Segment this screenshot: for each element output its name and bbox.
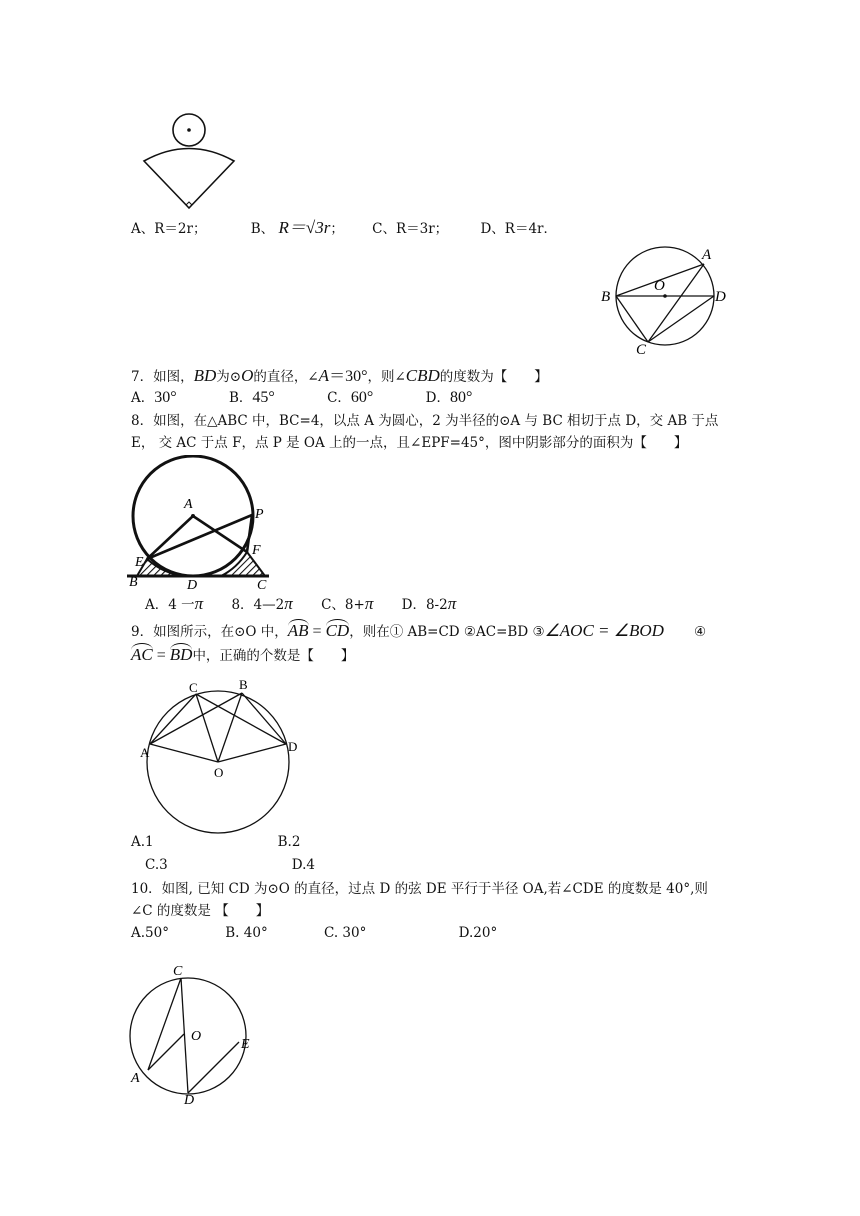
q9-eq: = <box>308 623 326 640</box>
q10-option-c: C. 30° <box>324 925 367 941</box>
q7-text3: ，则∠ <box>367 369 406 385</box>
q7-label-o: O <box>654 278 665 294</box>
q7-center-dot <box>663 294 667 298</box>
q10-label-d: D <box>184 1093 195 1106</box>
q7-option-a-value: 30° <box>154 389 177 406</box>
q7-a: A <box>318 366 330 385</box>
q8-pi-2: π <box>284 594 293 613</box>
q7-option-b-value: 45° <box>252 389 275 406</box>
q7-option-b: B． <box>228 390 253 406</box>
q10-option-b: B. 40° <box>225 925 268 941</box>
q9-label-b: B <box>239 677 248 692</box>
q9-item4: ④ <box>693 624 707 640</box>
q7-option-c: C． <box>327 390 351 406</box>
q9-option-d: D.4 <box>291 857 315 873</box>
q8-center-dot <box>191 514 195 518</box>
q10-label-a: A <box>131 1071 140 1086</box>
q7-label-d: D <box>715 289 726 305</box>
q10-option-a: A.50° <box>131 925 169 941</box>
q7-option-c-value: 60° <box>350 389 374 406</box>
q6-option-b-end: ； <box>330 221 344 237</box>
q9-ac <box>150 694 196 744</box>
q7-option-d: D． <box>425 390 450 406</box>
q8-line2: E， 交 AC 于点 F，点 P 是 OA 上的一点，且∠EPF=45°，图中阴影部分的面积为【 】 <box>131 435 688 451</box>
q10-options <box>131 924 497 942</box>
q9-label-c: C <box>189 680 198 695</box>
small-circle-center <box>187 128 191 132</box>
q10-circle <box>130 978 246 1094</box>
q8-label-d: D <box>187 578 198 591</box>
q7-label-b: B <box>601 289 611 305</box>
q8-label-c: C <box>257 578 267 591</box>
q9-ab <box>150 693 242 744</box>
q8-line1: 8．如图，在△ABC 中，BC=4，以点 A 为圆心，2 为半径的⊙A 与 BC 相切于点 D，交 AB 于点 <box>131 413 719 429</box>
q10-label-o: O <box>191 1029 202 1044</box>
figure-q6-sector <box>135 108 255 216</box>
q10-label-c: C <box>173 964 183 979</box>
q6-option-b-formula: R＝√3r <box>278 218 331 237</box>
q8-label-a: A <box>184 497 193 512</box>
q8-pi-1: π <box>194 594 204 613</box>
q9-angle-expr: ∠AOC = ∠BOD <box>544 621 664 640</box>
q9-option-a: A.1 <box>131 834 154 850</box>
q9-options-row1 <box>131 833 300 851</box>
q8-option-c: C、8+ <box>321 597 365 613</box>
q6-options <box>131 219 557 238</box>
q8-label-p: P <box>255 507 264 522</box>
q9-label-a: A <box>140 745 150 760</box>
q9-arc-bd: BD <box>169 645 193 664</box>
q7-o: O <box>241 366 254 385</box>
q7-label-c: C <box>636 342 647 358</box>
q9-options-row2 <box>145 856 315 874</box>
q9-option-c: C.3 <box>145 857 168 873</box>
q6-option-d: D、R＝4r． <box>480 221 557 237</box>
q8-option-b: 8．4—2 <box>231 597 285 613</box>
q7-cbd: CBD <box>405 366 440 385</box>
q8-options <box>145 595 456 614</box>
q7-options <box>131 389 472 407</box>
q9-line2 <box>131 646 354 665</box>
q7-label-a: A <box>702 247 712 263</box>
q10-line2: ∠C 的度数是 【 】 <box>131 903 270 919</box>
q7-chord-cd <box>648 296 714 342</box>
q9-line1 <box>131 622 706 641</box>
q8-label-f: F <box>252 543 261 558</box>
q10-radius-oa <box>148 1034 184 1070</box>
q7-number: 7．如图， <box>131 369 194 385</box>
q10-line1: 10．如图, 已知 CD 为⊙O 的直径，过点 D 的弦 DE 平行于半径 OA,若∠CDE 的度数是 40°,则 <box>131 881 708 897</box>
q7-text1: 为⊙ <box>216 369 242 385</box>
q7-question <box>131 367 548 386</box>
q9-oa <box>150 744 218 762</box>
q9-statements: ，则在① AB=CD ②AC=BD ③ <box>349 624 545 640</box>
q9-arc-ac: AC <box>131 645 153 664</box>
q8-pi-3: π <box>364 594 374 613</box>
q7-chord-ac <box>648 264 704 342</box>
q7-chord-bc <box>616 296 648 342</box>
q8-radius-ae <box>147 516 193 559</box>
figure-q7-circle <box>596 240 736 358</box>
q9-od <box>218 744 286 762</box>
q9-eq2: = <box>152 647 170 664</box>
q9-arc-ab: AB <box>287 621 309 640</box>
q7-option-a: A． <box>131 390 155 406</box>
q6-option-c: C、R＝3r； <box>372 221 449 237</box>
q9-bd <box>242 693 286 744</box>
q9-arc-cd: CD <box>325 621 350 640</box>
right-angle-mark <box>186 202 192 205</box>
q8-option-d: D．8-2 <box>401 597 448 613</box>
q8-pi-4: π <box>447 594 457 613</box>
figure-q10-circle <box>128 962 258 1106</box>
figure-q9-circle <box>138 676 318 836</box>
q10-chord-de <box>188 1042 239 1093</box>
q7-option-d-value: 80° <box>449 389 473 406</box>
q6-option-a: A、R＝2r； <box>131 221 207 237</box>
q8-label-e: E <box>135 555 144 570</box>
q7-text2: 的直径，∠ <box>253 369 319 385</box>
q8-option-a: A．4 一 <box>145 597 195 613</box>
q8-label-b: B <box>129 575 138 590</box>
q9-intro: 9．如图所示，在⊙O 中， <box>131 624 288 640</box>
q7-bd: BD <box>193 366 217 385</box>
q6-option-b: B、 <box>250 221 275 237</box>
figure-q8-circle <box>125 455 275 591</box>
q9-tail: 中，正确的个数是【 】 <box>192 648 355 664</box>
q9-label-o: O <box>214 765 224 780</box>
sector-shape <box>144 149 234 209</box>
q10-chord-ca <box>148 978 181 1070</box>
q9-ob <box>218 693 242 762</box>
q7-text4: 的度数为【 】 <box>439 369 548 385</box>
q7-eq: ＝30° <box>329 368 368 385</box>
q10-option-d: D.20° <box>458 925 498 941</box>
q9-label-d: D <box>288 739 298 754</box>
q10-label-e: E <box>241 1037 250 1052</box>
q9-option-b: B.2 <box>277 834 301 850</box>
